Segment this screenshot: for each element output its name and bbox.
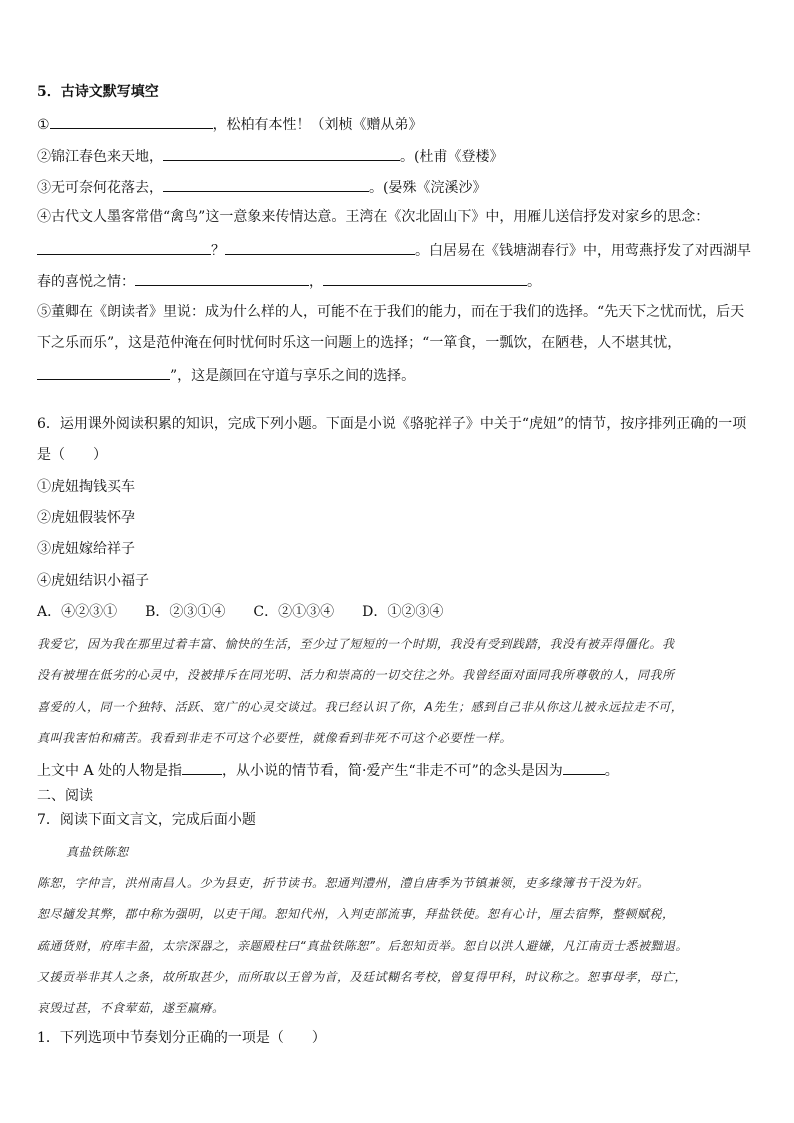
q5-line-9	[37, 364, 759, 386]
fill-blank-2[interactable]	[163, 145, 400, 161]
q6-option-2: ②虎妞假装怀孕	[37, 510, 135, 526]
q6-option-4: ④虎妞结识小福子	[37, 573, 149, 589]
fill-blank-3[interactable]	[163, 176, 369, 192]
q5-line-2-head: ②锦江春色来天地，	[37, 149, 163, 165]
q5-line-4: ④古代文人墨客常借“禽鸟”这一意象来传情达意。王湾在《次北固山下》中，用雁儿送信抒发对家乡的思念：	[37, 209, 710, 225]
q6-choices: A．④②③① B．②③①④ C．②①③④ D．①②③④	[37, 604, 444, 620]
q5-line-5-mid: ？	[211, 243, 225, 259]
article-line: 恕尽擿发其弊，郡中称为强明，以吏干闻。恕知代州，入判吏部流事，拜盐铁使。恕有心计，厘去宿弊，整顿赋税，	[37, 907, 675, 921]
q6-question-mid: ，从小说的情节看，简·爱产生“非走不可”的念头是因为	[222, 763, 563, 779]
q5-line-3	[37, 176, 759, 198]
q6-option-3: ③虎妞嫁给祥子	[37, 541, 135, 557]
q5-line-1-num: ①	[37, 117, 50, 133]
q5-line-3-tail: 。(晏殊《浣溪沙》	[369, 180, 487, 196]
q5-line-5	[37, 239, 759, 261]
q5-line-6-tail: 。	[527, 274, 541, 290]
q6-stem-2: 是（ ）	[37, 447, 107, 463]
q6-question-tail: 。	[604, 763, 619, 779]
q5-line-6-mid: ，	[309, 274, 323, 290]
q6-passage-line: 没有被埋在低劣的心灵中，没被排斥在同光明、活力和崇高的一切交往之外。我曾经面对面同我所尊敬的人，同我所	[37, 668, 675, 682]
q6-question-head: 上文中 A 处的人物是指	[37, 763, 183, 779]
fill-blank-4[interactable]	[37, 239, 211, 255]
article-title: 真盐铁陈恕	[66, 845, 129, 859]
fill-blank-7[interactable]	[323, 270, 527, 286]
q5-line-6-head: 春的喜悦之情：	[37, 274, 135, 290]
q6-question	[37, 759, 759, 781]
q5-line-6	[37, 270, 759, 292]
q6-passage-line: 真叫我害怕和痛苦。我看到非走不可这个必要性，就像看到非死不可这个必要性一样。	[37, 731, 513, 745]
fill-blank-6[interactable]	[135, 270, 309, 286]
q5-line-1	[37, 113, 759, 135]
q6-passage-line: 喜爱的人，同一个独特、活跃、宽广的心灵交谈过。我已经认识了你，A先生；感到自己非从你这儿被永远拉走不可，	[37, 700, 684, 714]
section-heading: 二、阅读	[37, 788, 93, 804]
q5-line-1-tail: ，松柏有本性！（刘桢《赠从弟》	[212, 117, 423, 133]
q6-stem-1: 6．运用课外阅读积累的知识，完成下列小题。下面是小说《骆驼祥子》中关于“虎妞”的情节，按序排列正确的一项	[37, 416, 747, 432]
article-line: 又援贡举非其人之条，故所取甚少，而所取以王曾为首，及廷试糊名考校，曾复得甲科，时议称之。恕事母孝，母亡，	[37, 970, 688, 984]
fill-blank-10[interactable]	[563, 759, 605, 775]
fill-blank-9[interactable]	[182, 759, 222, 775]
fill-blank-5[interactable]	[225, 239, 415, 255]
article-line: 疏通货财，府库丰盈，太宗深器之，亲题殿柱曰“真盐铁陈恕”。后恕知贡举。恕自以洪人避嫌，凡江南贡士悉被黜退。	[37, 939, 688, 953]
article-line: 哀毁过甚，不食荤茹，遂至羸瘠。	[37, 1001, 225, 1015]
fill-blank-1[interactable]	[50, 113, 213, 129]
q5-line-8: 下之乐而乐”，这是范仲淹在何时忧何时乐这一问题上的选择；“一箪食，一瓢饮，在陋巷，人不堪其忧，	[37, 335, 682, 351]
q6-option-1: ①虎妞掏钱买车	[37, 479, 135, 495]
q5-line-7: ⑤董卿在《朗读者》里说：成为什么样的人，可能不在于我们的能力，而在于我们的选择。“先天下之忧而忧，后天	[37, 304, 745, 320]
q7-stem: 7．阅读下面文言文，完成后面小题	[37, 812, 256, 828]
q6-passage-line: 我爱它，因为我在那里过着丰富、愉快的生活，至少过了短短的一个时期，我没有受到践踏，我没有被弄得僵化。我	[37, 637, 675, 651]
q5-title: 5．古诗文默写填空	[37, 84, 159, 100]
q5-line-2	[37, 145, 759, 167]
q5-line-3-head: ③无可奈何花落去，	[37, 180, 163, 196]
q5-line-5-tail: 。白居易在《钱塘湖春行》中，用莺燕抒发了对西湖早	[415, 243, 751, 259]
q5-line-2-tail: 。(杜甫《登楼》	[400, 149, 504, 165]
fill-blank-8[interactable]	[37, 364, 170, 380]
q7-subquestion-1: 1．下列选项中节奏划分正确的一项是（ ）	[37, 1030, 326, 1046]
q5-line-9-tail: ”，这是颜回在守道与享乐之间的选择。	[170, 368, 416, 384]
article-line: 陈恕，字仲言，洪州南昌人。少为县吏，折节读书。恕通判澧州，澧自唐季为节镇兼领，吏多缘簿书干没为奸。	[37, 876, 650, 890]
